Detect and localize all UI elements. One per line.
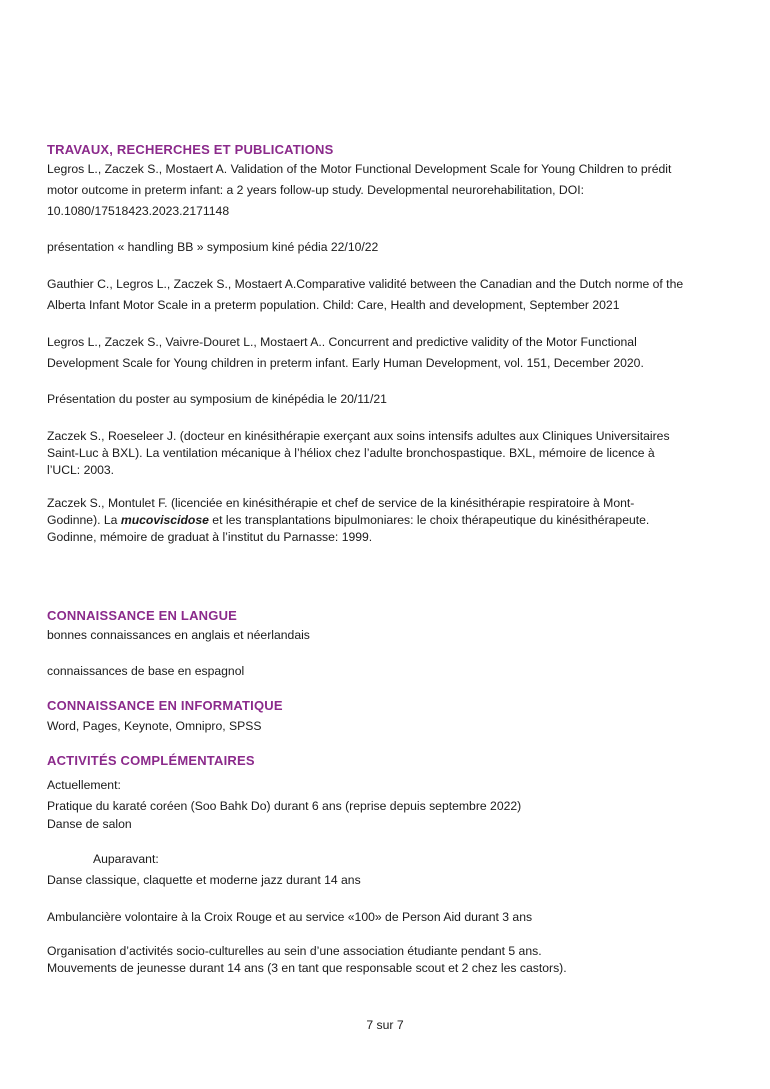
italic-term: mucoviscidose [120,513,209,527]
publication-line: Gauthier C., Legros L., Zaczek S., Mostaert A.Comparative validité between the Canadian and the Dutch norme of the [47,277,684,291]
publication-line: Alberta Infant Motor Scale in a preterm population. Child: Care, Health and development, September 2021 [47,298,620,312]
section-heading-activites: ACTIVITÉS COMPLÉMENTAIRES [47,753,255,768]
section-heading-langue: CONNAISSANCE EN LANGUE [47,608,238,623]
publication-line: Zaczek S., Roeseleer J. (docteur en kinésithérapie exerçant aux soins intensifs adultes aux Cliniques Universitaires [47,429,670,443]
publication-line: Development Scale for Young children in preterm infant. Early Human Development, vol. 151, December 2020. [47,356,644,370]
publication-line: l’UCL: 2003. [47,463,115,477]
language-line: connaissances de base en espagnol [47,664,245,678]
publication-line [47,512,649,528]
text-segment: et les transplantations bipulmoniares: le choix thérapeutique du kinésithérapeute. [208,513,650,527]
section-heading-travaux: TRAVAUX, RECHERCHES ET PUBLICATIONS [47,142,334,157]
activity-line: Pratique du karaté coréen (Soo Bahk Do) durant 6 ans (reprise depuis septembre 2022) [47,799,522,813]
text-segment: Godinne). La [47,513,121,527]
publication-line: Zaczek S., Montulet F. (licenciée en kinésithérapie et chef de service de la kinésithérapie respiratoire à Mont- [47,496,635,510]
publication-line: Legros L., Zaczek S., Vaivre-Douret L., Mostaert A.. Concurrent and predictive validity of the Motor Functional [47,335,637,349]
activity-line: Ambulancière volontaire à la Croix Rouge et au service «100» de Person Aid durant 3 ans [47,910,533,924]
activity-line: Danse de salon [47,817,132,831]
section-heading-informatique: CONNAISSANCE EN INFORMATIQUE [47,698,283,713]
activity-line: Organisation d’activités socio-culturelles au sein d’une association étudiante pendant 5 ans. [47,944,542,958]
language-line: bonnes connaissances en anglais et néerlandais [47,628,310,642]
activity-subheading: Auparavant: [93,852,159,866]
publication-line: présentation « handling BB » symposium kiné pédia 22/10/22 [47,240,379,254]
publication-line: Présentation du poster au symposium de kinépédia le 20/11/21 [47,392,387,406]
activity-subheading: Actuellement: [47,778,121,792]
activity-line: Danse classique, claquette et moderne jazz durant 14 ans [47,873,361,887]
publication-line: Legros L., Zaczek S., Mostaert A. Validation of the Motor Functional Development Scale for Young Children to prédit [47,162,672,176]
publication-line: Godinne, mémoire de graduat à l’institut du Parnasse: 1999. [47,530,373,544]
page-number: 7 sur 7 [366,1018,404,1032]
publication-line: motor outcome in preterm infant: a 2 years follow-up study. Developmental neurorehabilitation, DOI: [47,183,584,197]
activity-line: Mouvements de jeunesse durant 14 ans (3 en tant que responsable scout et 2 chez les castors). [47,961,567,975]
publication-line: 10.1080/17518423.2023.2171148 [47,204,230,218]
informatique-line: Word, Pages, Keynote, Omnipro, SPSS [47,719,262,733]
publication-line: Saint-Luc à BXL). La ventilation mécanique à l’héliox chez l’adulte bronchospastique. BXL, mémoire de licence à [47,446,655,460]
